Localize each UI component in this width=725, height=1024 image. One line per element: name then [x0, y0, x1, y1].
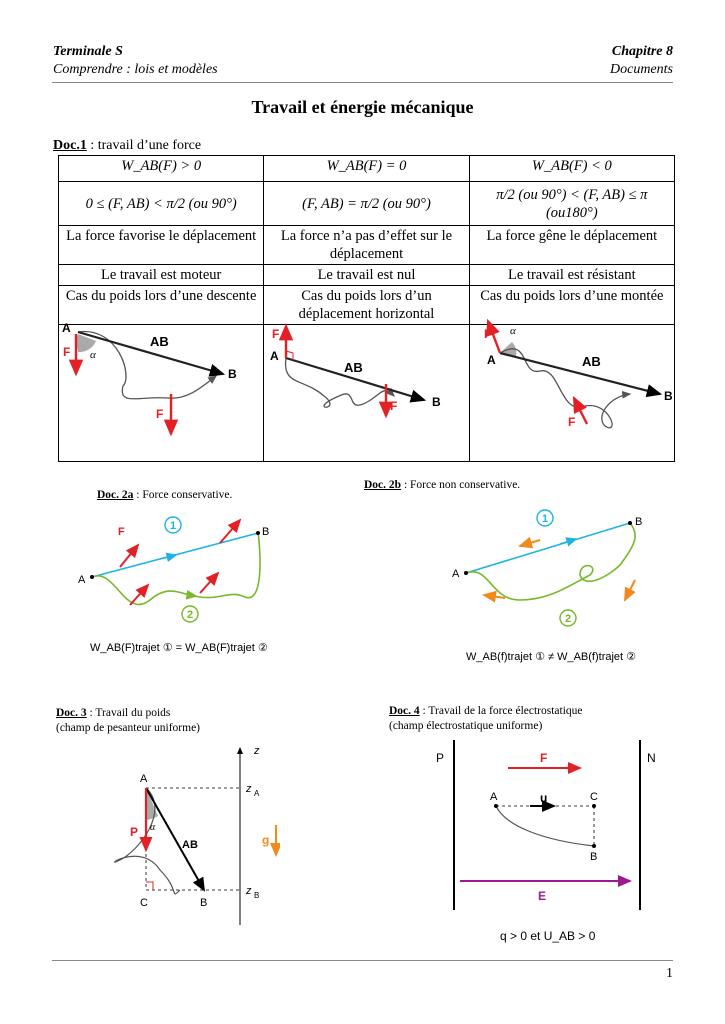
doc2a-B: B [262, 526, 270, 538]
doc4-F: F [540, 751, 548, 765]
doc2a-figure [70, 505, 280, 665]
cell-sign-2: W_AB(F) = 0 [264, 156, 469, 182]
fig1-B: B [228, 367, 237, 381]
header-rule [52, 82, 673, 83]
fig3-F1: F [484, 327, 492, 341]
doc1-figures [58, 316, 675, 453]
doc3-g: g [262, 833, 270, 847]
doc4-label: Doc. 4 [389, 705, 420, 717]
doc3-B: B [200, 897, 208, 909]
fig2-B: B [432, 395, 441, 409]
fig1-AB: AB [150, 334, 169, 349]
header-right-subtitle: Documents [610, 62, 673, 77]
doc4-P: P [436, 751, 445, 765]
doc4-caption-2: (champ électrostatique uniforme) [389, 720, 543, 732]
cell-effect-2: La force n’a pas d’effet sur le déplacement [264, 226, 469, 265]
doc2b-caption-text: : Force non conservative. [401, 479, 521, 491]
fig3-alpha: α [510, 325, 516, 337]
fig1-alpha: α [90, 349, 96, 361]
doc4-N: N [647, 751, 656, 765]
doc3-figure [100, 740, 280, 935]
doc2b-label: Doc. 2b [364, 479, 402, 491]
cell-sign-3: W_AB(F) < 0 [469, 156, 674, 182]
doc3-zB-sub: B [254, 891, 260, 900]
doc2a-caption-text: : Force conservative. [133, 489, 233, 501]
doc3-zA-sub: A [254, 789, 260, 798]
doc3-caption-2: (champ de pesanteur uniforme) [56, 722, 201, 734]
doc3-caption-text: : Travail du poids [86, 707, 171, 719]
doc2b-path1: 1 [542, 513, 549, 525]
cell-work-2: Le travail est nul [264, 265, 469, 286]
cell-effect-1: La force favorise le déplacement [59, 226, 264, 265]
doc3-zB: z [246, 885, 252, 897]
cell-example-2: Cas du poids lors d’un déplacement horizontal [264, 286, 469, 325]
doc3-C: C [140, 897, 148, 909]
cell-example-3: Cas du poids lors d’une montée [469, 286, 674, 325]
footer-rule [52, 960, 673, 961]
doc2b-formula: W_AB(f)trajet ① ≠ W_AB(f)trajet ② [466, 651, 637, 663]
doc2b-caption [364, 479, 520, 491]
fig2 [270, 326, 441, 416]
fig3-B: B [664, 389, 673, 403]
doc2b-B: B [635, 516, 643, 528]
doc2b-A: A [452, 568, 460, 580]
header-left-subtitle: Comprendre : lois et modèles [53, 62, 218, 77]
fig3-A: A [487, 353, 496, 367]
doc3-zA: z [246, 783, 252, 795]
cell-work-3: Le travail est résistant [469, 265, 674, 286]
cell-work-1: Le travail est moteur [59, 265, 264, 286]
doc4-u: u [540, 791, 548, 805]
header-left-title: Terminale S [53, 44, 123, 59]
doc1-label: Doc.1 [53, 138, 87, 153]
cell-sign-1: W_AB(F) > 0 [59, 156, 264, 182]
doc2a-path2: 2 [187, 609, 194, 621]
cell-effect-3: La force gêne le déplacement [469, 226, 674, 265]
fig3-F2: F [568, 415, 576, 429]
fig3-AB: AB [582, 354, 601, 369]
fig1-F2: F [156, 407, 164, 421]
fig3 [484, 321, 673, 429]
doc2b-figure [440, 505, 660, 670]
doc4-caption [389, 704, 583, 734]
doc3-z: z [254, 745, 260, 757]
doc2a-A: A [78, 574, 86, 586]
doc3-P: P [130, 825, 139, 839]
doc4-caption-text: : Travail de la force électrostatique [419, 705, 583, 717]
page-number: 1 [666, 966, 673, 981]
cell-angle-1: 0 ≤ (F, AB) < π/2 (ou 90°) [59, 182, 264, 226]
cell-example-1: Cas du poids lors d’une descente [59, 286, 264, 325]
doc4-C: C [590, 791, 598, 803]
doc4-figure [430, 740, 670, 950]
doc4-condition: q > 0 et U_AB > 0 [500, 929, 596, 943]
fig1-F1: F [63, 345, 71, 359]
fig2-AB: AB [344, 360, 363, 375]
doc1-caption [53, 138, 201, 154]
fig2-A: A [270, 349, 279, 363]
doc3-alpha: α [150, 822, 156, 833]
cell-angle-2: (F, AB) = π/2 (ou 90°) [264, 182, 469, 226]
doc2a-F-label: F [118, 526, 125, 538]
doc3-label: Doc. 3 [56, 707, 87, 719]
doc2a-caption [97, 489, 232, 501]
doc2a-path1: 1 [170, 520, 177, 532]
doc2b-path2: 2 [565, 613, 572, 625]
fig1 [62, 321, 237, 434]
doc4-B: B [590, 851, 598, 863]
header-right-title: Chapitre 8 [611, 44, 673, 59]
fig2-F1: F [272, 327, 280, 341]
doc2a-formula: W_AB(F)trajet ① = W_AB(F)trajet ② [90, 642, 268, 654]
doc3-AB: AB [182, 839, 198, 851]
cell-angle-3: π/2 (ou 90°) < (F, AB) ≤ π (ou180°) [469, 182, 674, 226]
header-right [610, 43, 673, 79]
doc3-caption [56, 706, 200, 736]
doc3-A: A [140, 773, 148, 785]
fig1-A: A [62, 321, 71, 335]
header-left [53, 43, 218, 79]
doc2a-label: Doc. 2a [97, 489, 134, 501]
fig2-F2: F [390, 399, 398, 413]
page-title: Travail et énergie mécanique [251, 97, 474, 117]
doc4-E: E [538, 889, 547, 903]
doc4-A: A [490, 791, 498, 803]
doc1-caption-text: : travail d’une force [86, 138, 202, 153]
